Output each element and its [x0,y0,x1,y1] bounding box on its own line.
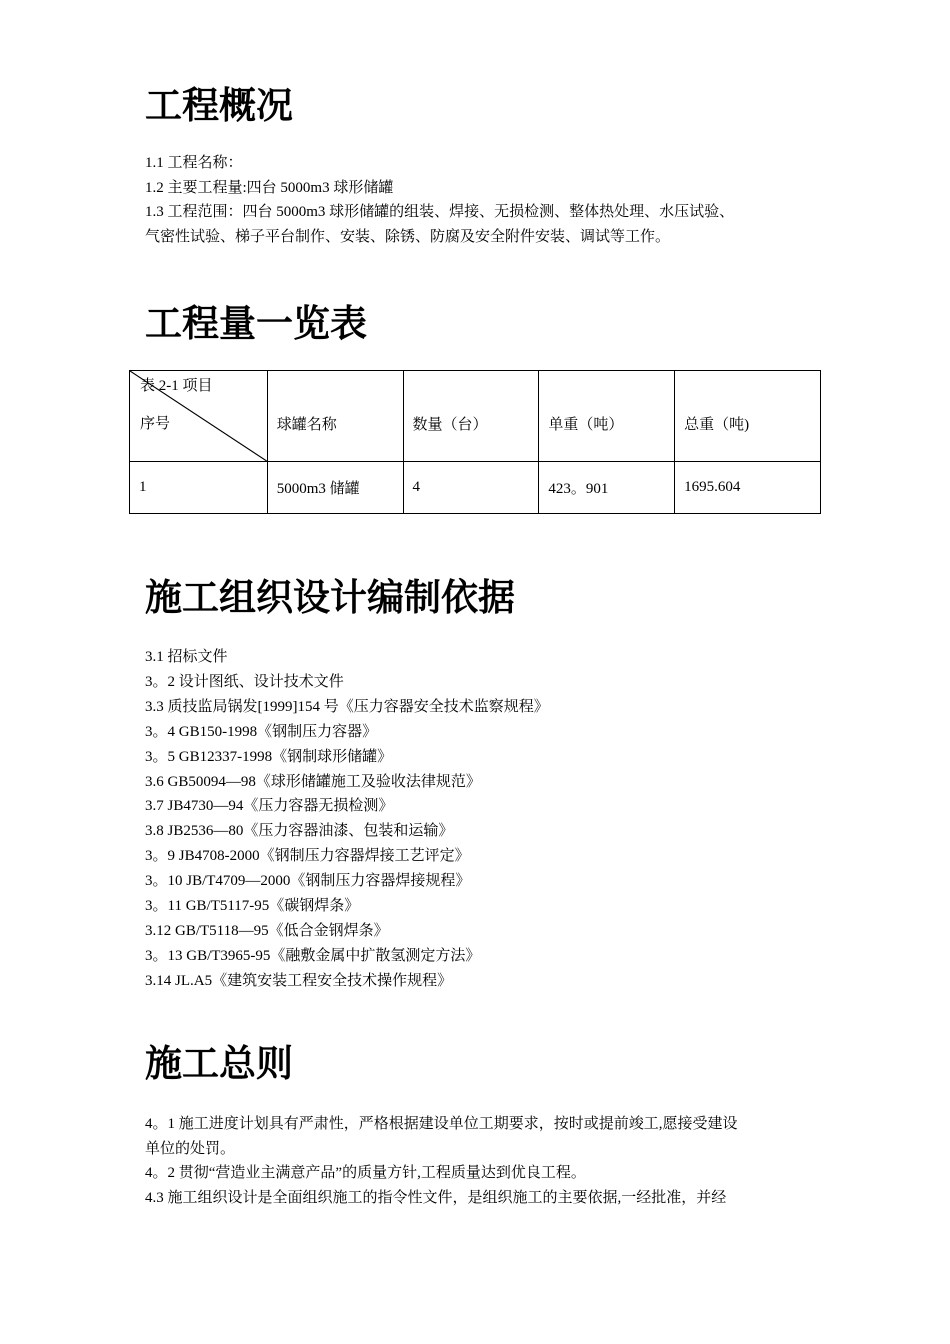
table-header-cell: 单重（吨） [539,371,675,462]
list-item: 3。2 设计图纸、设计技术文件 [145,673,344,690]
overview-line: 1.2 主要工程量:四台 5000m3 球形储罐 [145,179,394,196]
principles-paragraph [145,1112,815,1210]
diag-header-bottom-label: 序号 [140,416,171,432]
list-item: 3.6 GB50094—98《球形储罐施工及验收法律规范》 [145,773,481,790]
list-item: 3。11 GB/T5117-95《碳钢焊条》 [145,898,360,915]
table-cell: 423。901 [539,462,675,514]
section-title-overview: 工程概况 [145,84,293,127]
table-header-cell: 球罐名称 [267,371,403,462]
list-item: 3.8 JB2536—80《压力容器油漆、包装和运输》 [145,823,454,840]
list-item: 3。9 JB4708-2000《钢制压力容器焊接工艺评定》 [145,848,470,865]
table-header-row [130,371,821,462]
table-cell: 4 [403,462,539,514]
table-cell: 1 [130,462,268,514]
quantity-table [129,370,821,514]
table-cell: 5000m3 储罐 [267,462,403,514]
list-item: 3.3 质技监局锅发[1999]154 号《压力容器安全技术监察规程》 [145,698,549,715]
table-header-cell: 数量（台） [403,371,539,462]
table-header-cell: 总重（吨) [675,371,821,462]
overview-line: 1.1 工程名称： [145,155,243,171]
table-row [130,462,821,514]
section-title-basis: 施工组织设计编制依据 [145,576,515,619]
diagonal-header-cell [130,371,268,462]
overview-line: 1.3 工程范围：四台 5000m3 球形储罐的组装、焊接、无损检测、整体热处理、水压试验、 [145,204,735,221]
list-item: 3。5 GB12337-1998《钢制球形储罐》 [145,748,393,765]
principles-line: 4.3 施工组织设计是全面组织施工的指令性文件，是组织施工的主要依据,一经批准，并经 [145,1189,727,1206]
section-title-principles: 施工总则 [145,1042,293,1085]
table-cell: 1695.604 [675,462,821,514]
diag-header-top-label: 表 2-1 项目 [140,378,213,394]
list-item: 3。4 GB150-1998《钢制压力容器》 [145,723,378,740]
list-item: 3。13 GB/T3965-95《融敷金属中扩散氢测定方法》 [145,947,481,964]
list-item: 3.1 招标文件 [145,649,228,665]
overview-line: 气密性试验、梯子平台制作、安装、除锈、防腐及安全附件安装、调试等工作。 [145,228,671,245]
overview-paragraph [145,151,815,249]
list-item: 3.12 GB/T5118—95《低合金钢焊条》 [145,922,389,939]
section-title-quantity: 工程量一览表 [145,302,367,345]
principles-line: 4。2 贯彻“营造业主满意产品”的质量方针,工程质量达到优良工程。 [145,1165,586,1182]
principles-line: 4。1 施工进度计划具有严肃性，严格根据建设单位工期要求，按时或提前竣工,愿接受建设 [145,1116,738,1132]
principles-line: 单位的处罚。 [145,1140,236,1157]
basis-list [145,645,815,994]
list-item: 3.14 JL.A5《建筑安装工程安全技术操作规程》 [145,972,453,989]
list-item: 3.7 JB4730—94《压力容器无损检测》 [145,798,394,815]
list-item: 3。10 JB/T4709—2000《钢制压力容器焊接规程》 [145,873,471,890]
